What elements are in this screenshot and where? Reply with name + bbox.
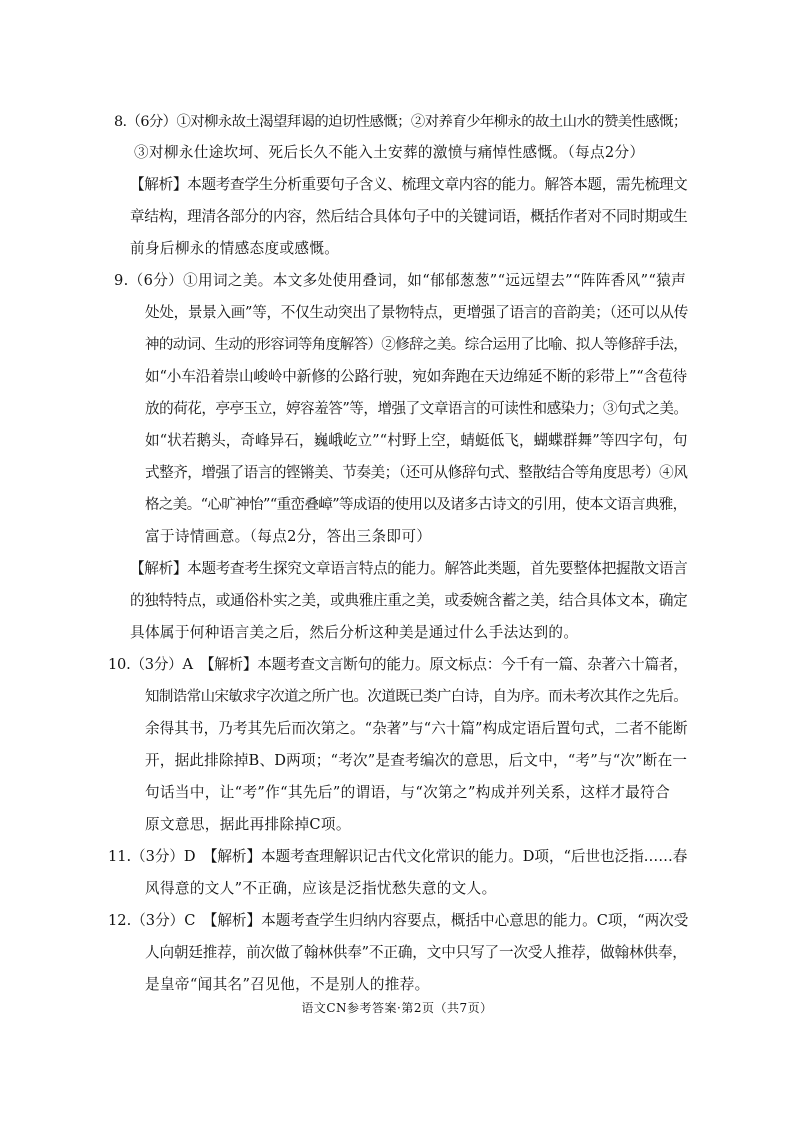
- q10-answer-line-6: 原文意思，据此再排除掉C项。: [145, 816, 351, 833]
- q8-analysis-line-1: 【解析】本题考查学生分析重要句子含义、梳理文章内容的能力。解答本题，需先梳理文: [130, 176, 688, 193]
- q9-answer-line-2: 处处，景景入画”等，不仅生动突出了景物特点，更增强了语言的音韵美；（还可以从传: [145, 304, 689, 321]
- q12-answer-line-2: 人向朝廷推荐，前次做了翰林供奉”不正确，文中只写了一次受人推荐，做翰林供奉，: [145, 944, 687, 961]
- q9-analysis-line-3: 具体属于何种语言美之后，然后分析这种美是通过什么手法达到的。: [130, 624, 579, 641]
- q11-answer-line-2: 风得意的文人”不正确，应该是泛指忧愁失意的文人。: [145, 880, 497, 897]
- q9-answer-line-1: 9.（6分）①用词之美。本文多处使用叠词，如“郁郁葱葱”“远远望去”“阵阵香风”“猿声: [114, 272, 687, 289]
- q10-answer-line-3: 余得其书，乃考其先后而次第之。“杂著”与“六十篇”构成定语后置句式，二者不能断: [145, 720, 688, 737]
- q12-answer-line-3: 是皇帝“闻其名”召见他，不是别人的推荐。: [145, 976, 430, 993]
- q9-answer-line-9: 富于诗情画意。（每点2分，答出三条即可）: [145, 528, 432, 545]
- q8-analysis-line-3: 前身后柳永的情感态度或感慨。: [130, 240, 340, 257]
- q8-answer-line-2: ③对柳永仕途坎坷、死后长久不能入土安葬的激愤与痛悼性感慨。（每点2分）: [134, 144, 645, 161]
- q9-answer-line-5: 放的荷花，亭亭玉立，婷容羞答”等，增强了文章语言的可读性和感染力；③句式之美。: [145, 400, 688, 417]
- q10-answer-line-4: 开，据此排除掉B、D两项；“考次”是查考编次的意思，后文中，“考”与“次”断在一: [145, 752, 688, 769]
- q9-answer-line-7: 式整齐，增强了语言的铿锵美、节奏美；（还可从修辞句式、整散结合等角度思考）④风: [145, 464, 688, 481]
- q9-answer-line-3: 神的动词、生动的形容词等角度解答）②修辞之美。综合运用了比喻、拟人等修辞手法，: [145, 337, 688, 353]
- page-footer: 语文CN参考答案·第2页（共7页）: [301, 1001, 493, 1015]
- q11-answer-line-1: 11.（3分）D 【解析】本题考查理解识记古代文化常识的能力。D项，“后世也泛指……春: [108, 848, 688, 865]
- q9-answer-line-8: 格之美。“心旷神怡”“重峦叠嶂”等成语的使用以及诸多古诗文的引用，使本文语言典雅，: [145, 497, 687, 513]
- q9-answer-line-4: 如“小车沿着崇山峻岭中新修的公路行驶，宛如奔跑在天边绵延不断的彩带上”“含苞待: [145, 368, 687, 385]
- q10-answer-line-5: 句话当中，让“考”作“其先后”的谓语，与“次第之”构成并列关系，这样才最符合: [145, 784, 671, 801]
- q8-analysis-line-2: 章结构，理清各部分的内容，然后结合具体句子中的关键词语，概括作者对不同时期或生: [130, 208, 688, 225]
- q10-answer-line-2: 知制诰常山宋敏求字次道之所广也。次道既已类广白诗，自为序。而未考次其作之先后。: [145, 689, 688, 705]
- q10-answer-line-1: 10.（3分）A 【解析】本题考查文言断句的能力。原文标点：今千有一篇、杂著六十篇者，: [108, 656, 688, 673]
- q9-analysis-line-1: 【解析】本题考查考生探究文章语言特点的能力。解答此类题，首先要整体把握散文语言: [130, 560, 688, 577]
- q12-answer-line-1: 12.（3分）C 【解析】本题考查学生归纳内容要点，概括中心意思的能力。C项，“两次受: [108, 912, 689, 929]
- q9-analysis-line-2: 的独特特点，或通俗朴实之美，或典雅庄重之美，或委婉含蓄之美，结合具体文本，确定: [130, 592, 688, 609]
- q8-answer-line-1: 8.（6分）①对柳永故土渴望拜谒的迫切性感慨；②对养育少年柳永的故土山水的赞美性感慨；: [114, 114, 687, 130]
- q9-answer-line-6: 如“状若鹅头，奇峰异石，巍峨屹立”“村野上空，蜻蜓低飞，蝴蝶群舞”等四字句，句: [145, 432, 688, 449]
